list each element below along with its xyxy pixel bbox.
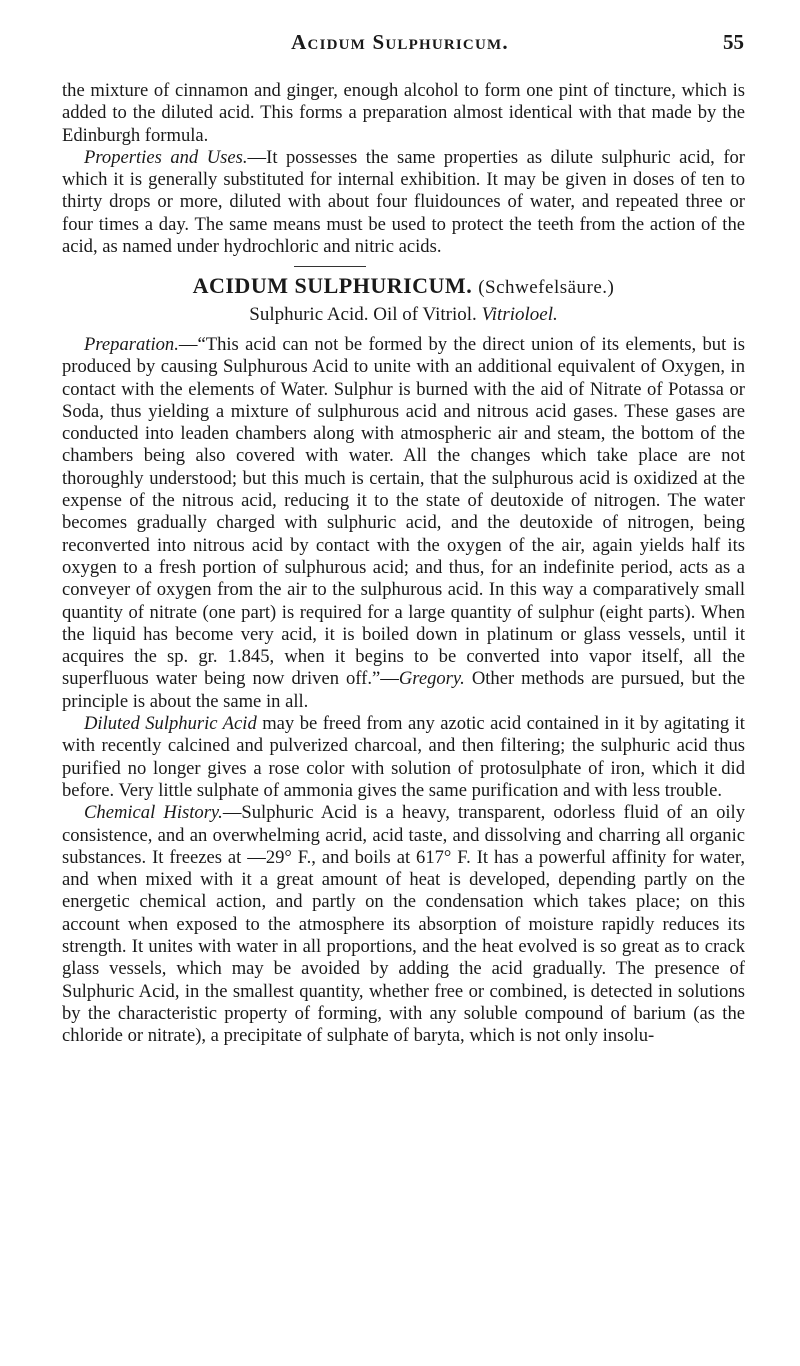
section-title [62,275,745,299]
history-lead: Chemical History. [84,802,223,824]
diluted-lead: Diluted Sulphuric Acid [84,713,257,735]
history-text: —Sulphuric Acid is a heavy, transparent, odorless fluid of an oily consistence, and an overwhelming acrid, acid taste, and dissolving and charring all organic substances. It freezes at —29° F., and boils at 617° F. It has a powerful affinity for water, and when mixed with it a great amount of heat is developed, depending partly on the energetic chemical action, and partly on the condensation which takes place; on this account when exposed to the atmosphere its absorption of moisture rapidly reduces its strength. It unites with water in all proportions, and the heat evolved is so great as to crack glass vessels, which may be avoided by adding the acid gradually. The presence of Sulphuric Acid, in the smallest quantity, whether free or combined, is detected in solutions by the characteristic property of forming, with any soluble compound of barium (as the chloride or nitrate), a precipitate of sulphate of baryta, which is not only insolu- [62,802,745,1047]
subtitle-plain: Sulphuric Acid. Oil of Vitriol. [249,303,477,325]
diluted-text: may be freed from any azotic acid contained in it by agitating it with recently calcined and pulverized charcoal, and then filtering; the sulphuric acid thus purified no longer gives a rose color with solution of protosulphate of iron, which it did before. Very little sulphate of ammonia gives the same purification and with less trouble. [62,713,745,801]
section-subtitle [62,304,745,326]
body-text [62,80,745,1047]
preparation-text: —“This acid can not be formed by the direct union of its elements, but is produced by causing Sulphurous Acid to unite with an additional equivalent of Oxygen, in contact with the elements of Water. Sulphur is burned with the aid of Nitrate of Potassa or Soda, thus yielding a mixture of sulphurous acid and nitrous acid gases. These gases are conducted into leaden chambers along with atmospheric air and steam, the bottom of the chambers being also covered with water. All the changes which take place are not thoroughly understood; but this much is certain, that the sulphurous acid is oxidized at the expense of the nitrous acid, reducing it to the state of deutoxide of nitrogen. The water becomes gradually charged with sulphuric acid, and the deutoxide of nitrogen, being reconverted into nitrous acid by contact with the oxygen of the air, again yields half its oxygen to a fresh portion of sulphurous acid; and thus, for an indefinite period, acts as a conveyer of oxygen from the air to the sulphurous acid. In this way a comparatively small quantity of nitrate (one part) is required for a large quantity of sulphur (eight parts). When the liquid has become very acid, it is boiled down in platinum or glass vessels, until it acquires the sp. gr. 1.845, when it begins to be converted into vapor itself, all the superfluous water being now driven off.”— [62,333,745,690]
title-main: ACIDUM SULPHURICUM. [192,273,473,299]
running-head: Acidum Sulphuricum. [291,30,509,54]
properties-lead: Properties and Uses. [84,146,248,168]
preparation-author: Gregory. [398,668,465,690]
diluted-paragraph [62,713,745,802]
intro-paragraph: the mixture of cinnamon and ginger, enough alcohol to form one pint of tincture, which is added to the diluted acid. This forms a preparation almost identical with that made by the Edinburgh formula. [62,80,745,146]
properties-paragraph [62,147,745,258]
preparation-paragraph [62,334,745,713]
title-german: (Schwefelsäure.) [478,277,615,299]
section-divider [294,266,366,267]
properties-text: —It possesses the same properties as dilute sulphuric acid, for which it is generally substituted for internal exhibition. It may be given in doses of ten to thirty drops or more, diluted with about four fluidounces of water, and repeated three or four times a day. The same means must be used to protect the teeth from the action of the acid, as named under hydrochloric and nitric acids. [62,146,745,258]
preparation-lead: Preparation. [84,333,179,355]
page-header [50,30,750,70]
page-number: 55 [723,30,744,54]
preparation-tail: Other methods are pursued, but the principle is about the same in all. [62,668,745,712]
history-paragraph [62,802,745,1047]
subtitle-italic: Vitrioloel. [481,303,558,325]
